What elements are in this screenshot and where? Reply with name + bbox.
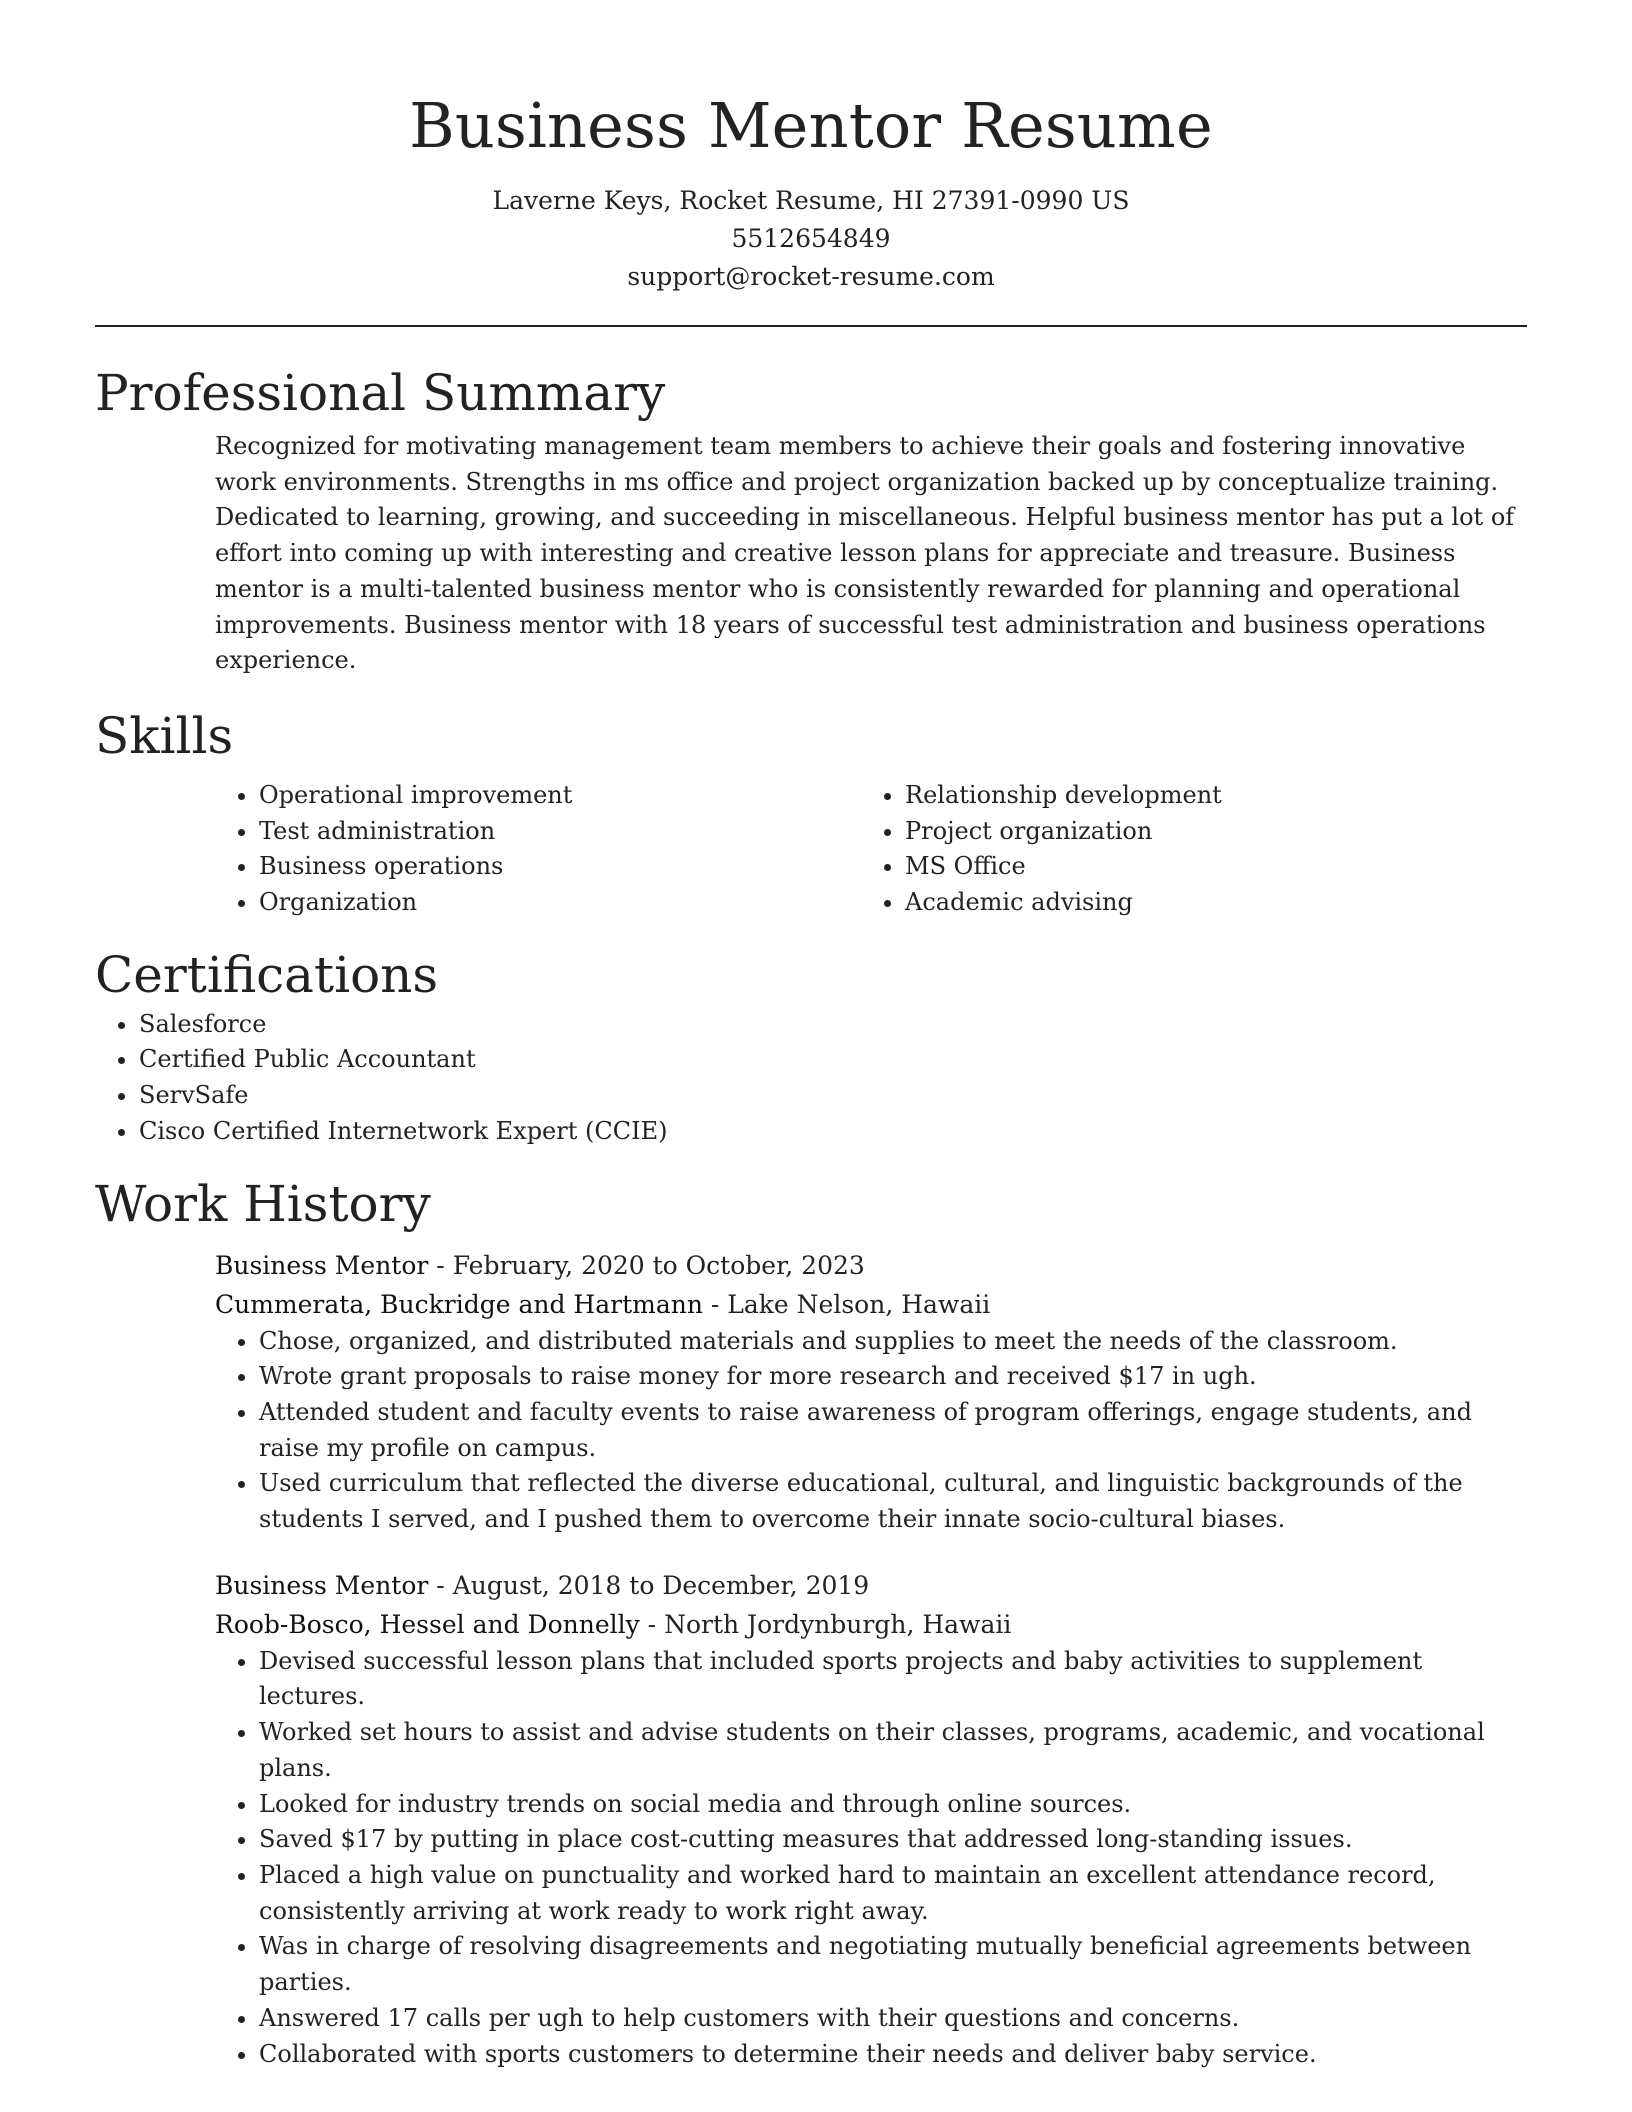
certifications-heading: Certifications xyxy=(95,945,439,1004)
certification-item: • ServSafe xyxy=(139,1078,1527,1114)
certification-item: • Salesforce xyxy=(139,1007,1527,1043)
certification-item: • Certified Public Accountant xyxy=(139,1042,1527,1078)
skill-item: • Academic advising xyxy=(905,885,1507,921)
job-title-line: Business Mentor - February, 2020 to October, 2023 xyxy=(215,1250,865,1280)
job-location: North Jordynburgh, Hawaii xyxy=(664,1609,1012,1639)
resume-title: Business Mentor Resume xyxy=(409,89,1213,162)
summary-section xyxy=(95,361,1527,679)
certification-item: • Cisco Certified Internetwork Expert (CCIE) xyxy=(139,1114,1527,1150)
job-company: Roob-Bosco, Hessel and Donnelly xyxy=(215,1609,640,1639)
work-history-section xyxy=(95,1172,1527,2073)
job-title: Business Mentor xyxy=(215,1250,429,1280)
skills-column-right xyxy=(861,778,1507,921)
job-entry xyxy=(215,1566,1527,2072)
job-location: Lake Nelson, Hawaii xyxy=(727,1289,991,1319)
job-bullet: • Answered 17 calls per ugh to help customers with their questions and concerns. xyxy=(259,2001,1527,2037)
job-entry xyxy=(215,1246,1527,1538)
job-title: Business Mentor xyxy=(215,1570,429,1600)
skill-item: • Test administration xyxy=(259,814,861,850)
job-bullet: • Attended student and faculty events to raise awareness of program offerings, engage students, and raise my profile on campus. xyxy=(259,1395,1527,1466)
job-bullets xyxy=(215,1324,1527,1538)
skills-column-left xyxy=(215,778,861,921)
summary-text: Recognized for motivating management team members to achieve their goals and fostering innovative work environments. Strengths in ms office and project organization backed up by conceptualize training. Dedicated to learning, growing, and succeeding in miscellaneous. Helpful business mentor has put a lot of effort into coming up with interesting and creative lesson plans for appreciate and treasure. Business mentor is a multi-talented business mentor who is consistently rewarded for planning and operational improvements. Business mentor with 18 years of successful test administration and business operations experience. xyxy=(215,432,1515,675)
contact-address: Laverne Keys, Rocket Resume, HI 27391-0990 US xyxy=(492,186,1130,215)
contact-block xyxy=(95,182,1527,296)
job-bullet: • Placed a high value on punctuality and worked hard to maintain an excellent attendance record, consistently arriving at work ready to work right away. xyxy=(259,1858,1527,1929)
job-title-line: Business Mentor - August, 2018 to December, 2019 xyxy=(215,1570,870,1600)
job-bullet: • Wrote grant proposals to raise money for more research and received $17 in ugh. xyxy=(259,1359,1527,1395)
work-history-heading: Work History xyxy=(95,1174,431,1233)
skills-list-left xyxy=(215,778,861,921)
job-company-line: Roob-Bosco, Hessel and Donnelly - North Jordynburgh, Hawaii xyxy=(215,1609,1012,1639)
job-bullet: • Devised successful lesson plans that included sports projects and baby activities to supplement lectures. xyxy=(259,1644,1527,1715)
job-dates: August, 2018 to December, 2019 xyxy=(452,1570,870,1600)
job-bullets xyxy=(215,1644,1527,2072)
certifications-section xyxy=(95,943,1527,1150)
contact-phone: 5512654849 xyxy=(731,224,891,253)
job-bullet: • Was in charge of resolving disagreements and negotiating mutually beneficial agreements between parties. xyxy=(259,1929,1527,2000)
job-bullet: • Chose, organized, and distributed materials and supplies to meet the needs of the classroom. xyxy=(259,1324,1527,1360)
skill-item: • Project organization xyxy=(905,814,1507,850)
skills-section xyxy=(95,704,1527,921)
skill-item: • Operational improvement xyxy=(259,778,861,814)
skill-item: • Relationship development xyxy=(905,778,1507,814)
skills-list-right xyxy=(861,778,1507,921)
job-company-line: Cummerata, Buckridge and Hartmann - Lake Nelson, Hawaii xyxy=(215,1289,991,1319)
skills-grid xyxy=(215,778,1527,921)
skill-item: • Business operations xyxy=(259,849,861,885)
skills-heading: Skills xyxy=(95,706,234,765)
job-dates: February, 2020 to October, 2023 xyxy=(452,1250,865,1280)
job-bullet: • Used curriculum that reflected the diverse educational, cultural, and linguistic backgrounds of the students I served, and I pushed them to overcome their innate socio-cultural biases. xyxy=(259,1466,1527,1537)
contact-email: support@rocket-resume.com xyxy=(627,262,995,291)
skill-item: • Organization xyxy=(259,885,861,921)
job-bullet: • Collaborated with sports customers to determine their needs and deliver baby service. xyxy=(259,2037,1527,2073)
job-bullet: • Saved $17 by putting in place cost-cutting measures that addressed long-standing issues. xyxy=(259,1822,1527,1858)
job-bullet: • Looked for industry trends on social media and through online sources. xyxy=(259,1787,1527,1823)
header-divider xyxy=(95,325,1527,327)
summary-heading: Professional Summary xyxy=(95,364,666,422)
job-company: Cummerata, Buckridge and Hartmann xyxy=(215,1289,703,1319)
skill-item: • MS Office xyxy=(905,849,1507,885)
certifications-list xyxy=(95,1007,1527,1150)
job-bullet: • Worked set hours to assist and advise students on their classes, programs, academic, and vocational plans. xyxy=(259,1715,1527,1786)
resume-page xyxy=(95,0,1527,2072)
